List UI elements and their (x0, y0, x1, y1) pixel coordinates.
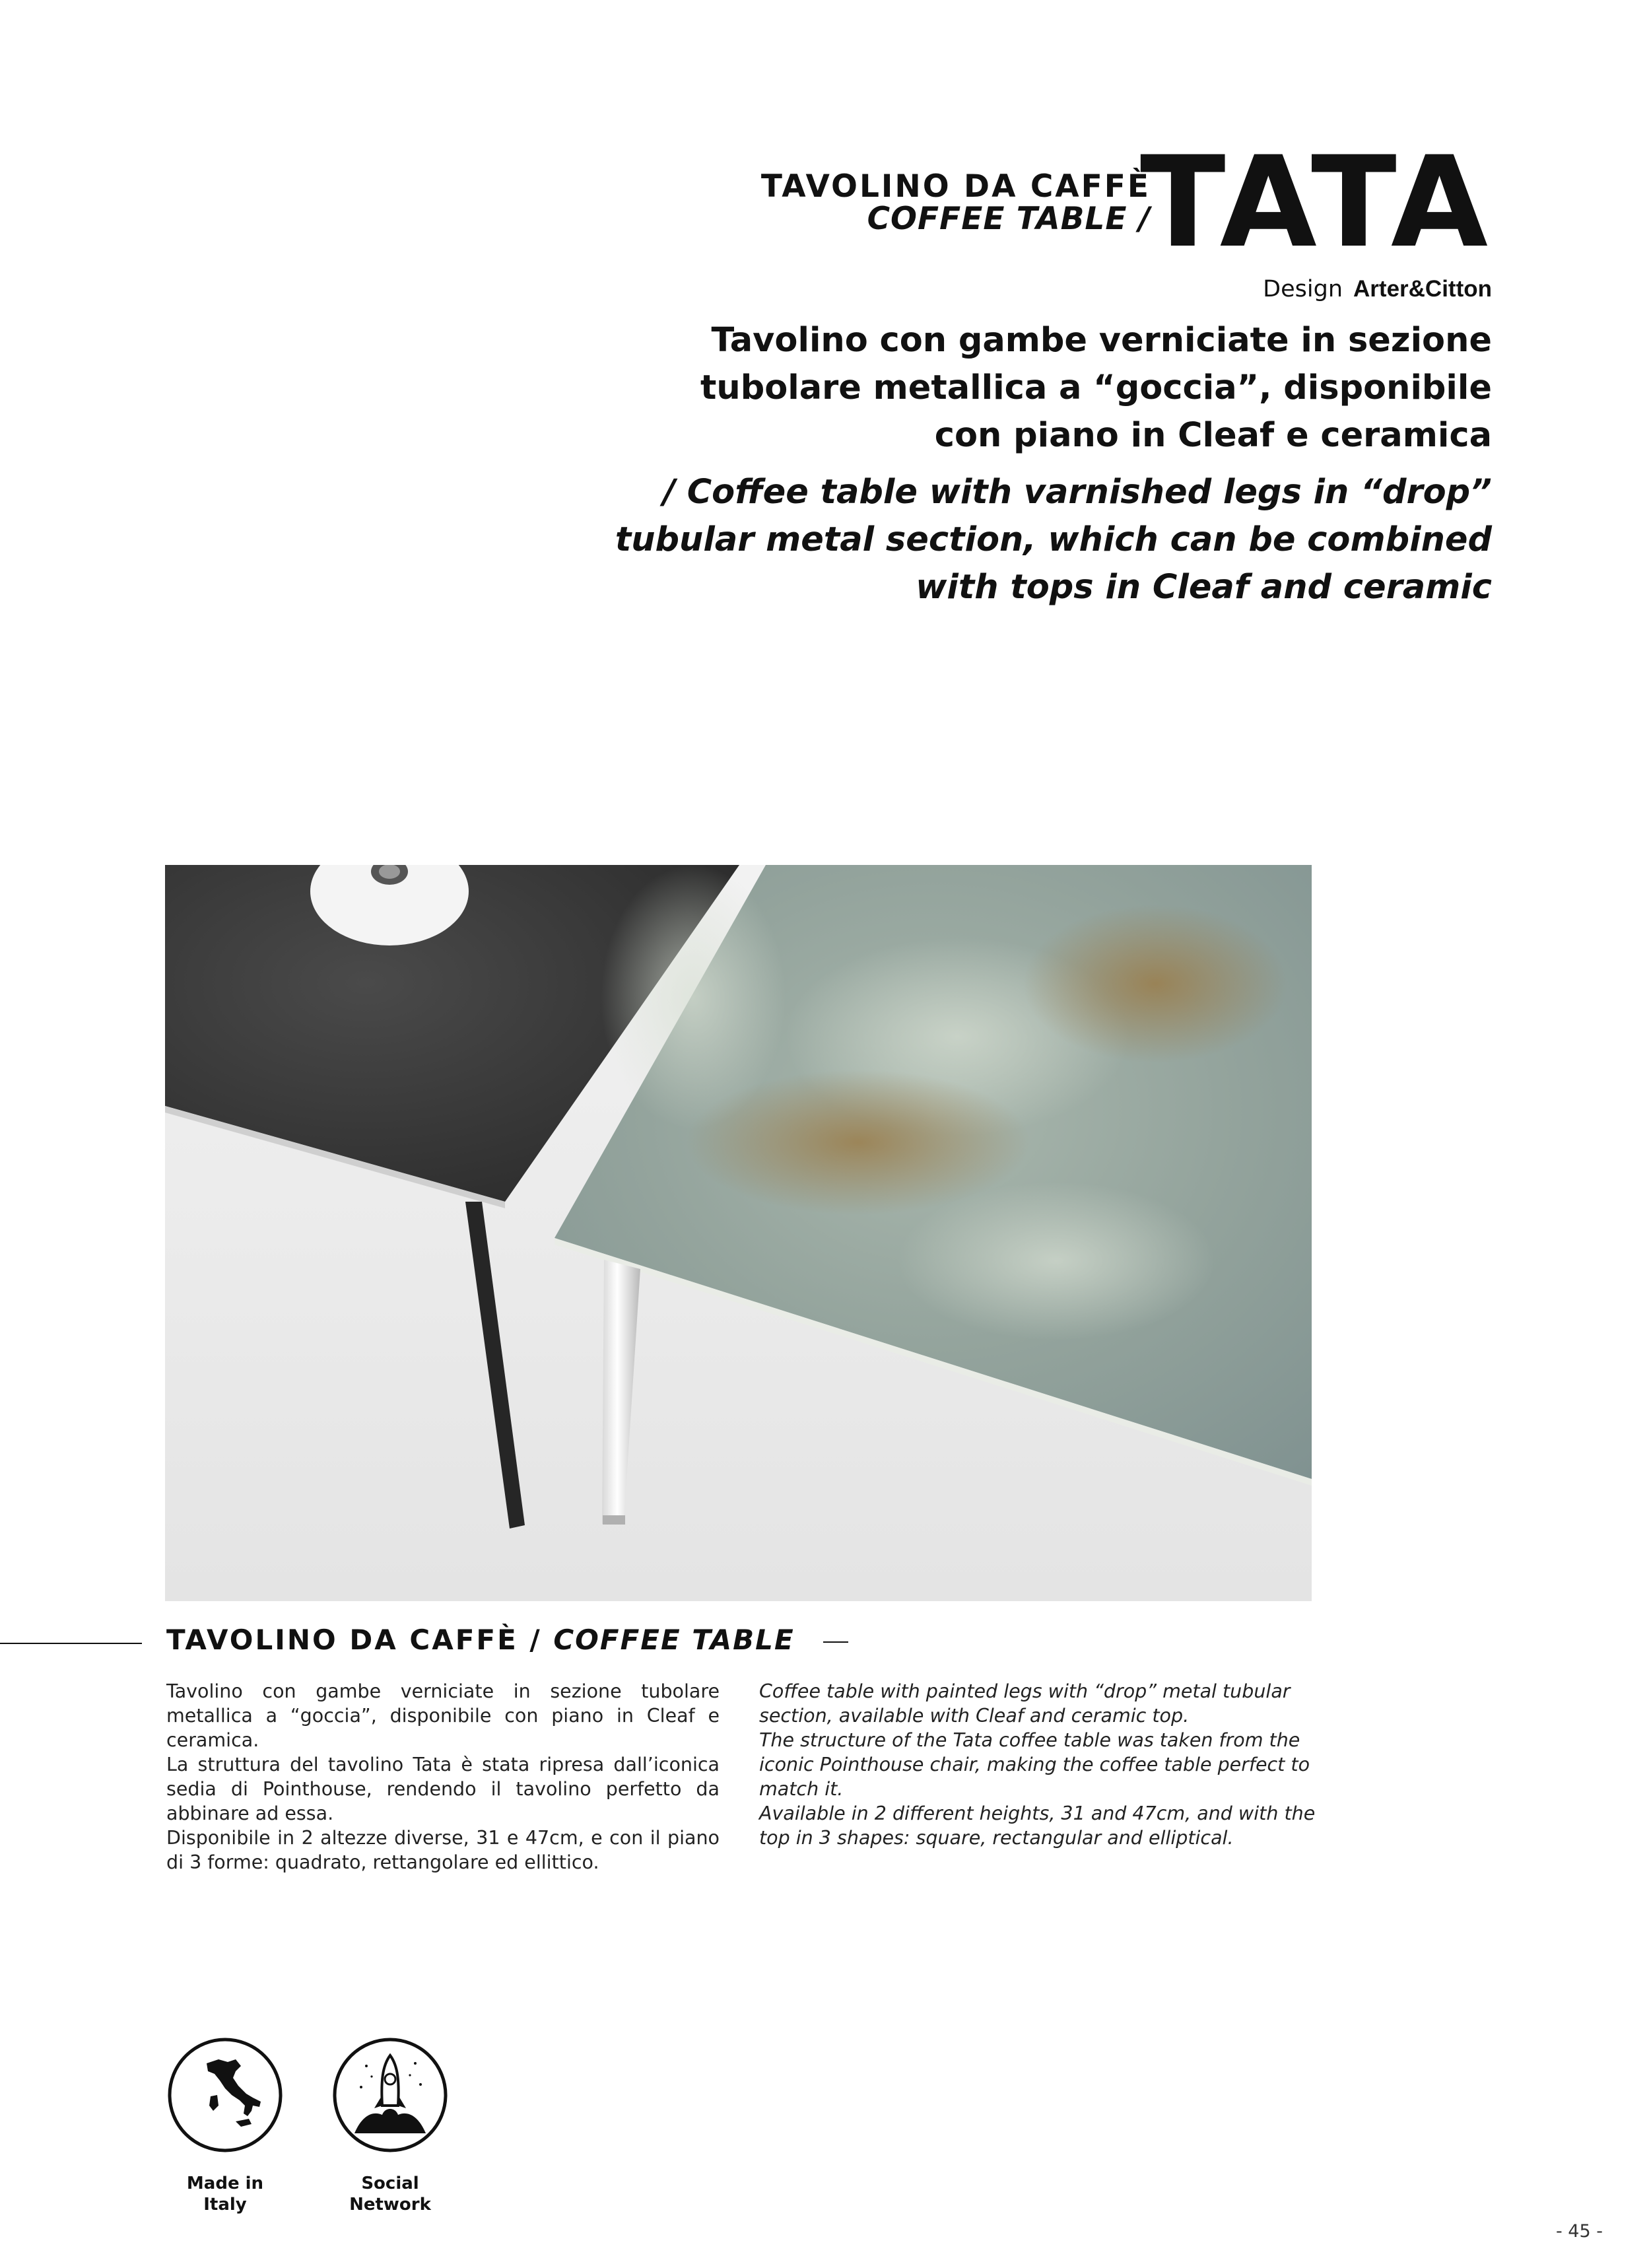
tagline-en: / Coffee table with varnished legs in “drop” tubular metal section, which can be combined with tops in Cleaf and ceramic (615, 473, 1492, 607)
tagline-it: Tavolino con gambe verniciate in sezione tubolare metallica a “goccia”, disponibile con piano in Cleaf e ceramica (700, 321, 1492, 455)
section-rule (0, 1643, 142, 1644)
badge-label-line: Made in (186, 2174, 264, 2193)
badge-label-line: Italy (203, 2195, 247, 2215)
page-number: - 45 - (1555, 2221, 1603, 2242)
description-it-paragraph: Tavolino con gambe verniciate in sezione tubolare metallica a “goccia”, disponibile con piano in Cleaf e ceramica. (166, 1680, 720, 1751)
section-title-en: COFFEE TABLE (553, 1624, 795, 1656)
description-en-paragraph: Available in 2 different heights, 31 and 47cm, and with the top in 3 shapes: square, rectangular and elliptical. (759, 1803, 1316, 1849)
section-title-it: TAVOLINO DA CAFFÈ / (166, 1624, 542, 1656)
badge-made-in-italy-label (166, 2173, 285, 2215)
header-subtitle-en: COFFEE TABLE / (867, 201, 1151, 238)
description-en (759, 1679, 1320, 1850)
italy-map-icon (167, 2037, 283, 2153)
header-subtitle (761, 170, 1151, 236)
description-it (166, 1679, 720, 1874)
badge-social-network (332, 2037, 450, 2215)
design-credit (1263, 276, 1492, 302)
description-en-paragraph: Coffee table with painted legs with “drop” metal tubular section, available with Cleaf and ceramic top. (759, 1680, 1291, 1727)
description-it-paragraph: La struttura del tavolino Tata è stata ripresa dall’iconica sedia di Pointhouse, rendendo il tavolino perfetto da abbinare ad essa. (166, 1754, 720, 1824)
section-title (166, 1626, 848, 1654)
description-it-paragraph: Disponibile in 2 altezze diverse, 31 e 47cm, e con il piano di 3 forme: quadrato, rettangolare ed ellittico. (166, 1827, 720, 1873)
designer-name: Arter&Citton (1353, 276, 1492, 302)
badge-label-line: Social (361, 2174, 419, 2193)
description-en-paragraph: The structure of the Tata coffee table was taken from the iconic Pointhouse chair, making the coffee table perfect to match it. (759, 1729, 1310, 1800)
section-title-dash (823, 1641, 848, 1643)
rocket-icon (332, 2037, 448, 2153)
header-subtitle-it: TAVOLINO DA CAFFÈ (760, 168, 1151, 205)
product-name: TATA (1139, 129, 1492, 275)
badge-made-in-italy (167, 2037, 285, 2215)
badge-social-network-label (331, 2173, 450, 2215)
product-photo (165, 865, 1312, 1601)
badge-label-line: Network (349, 2195, 431, 2215)
design-label: Design (1263, 276, 1343, 302)
